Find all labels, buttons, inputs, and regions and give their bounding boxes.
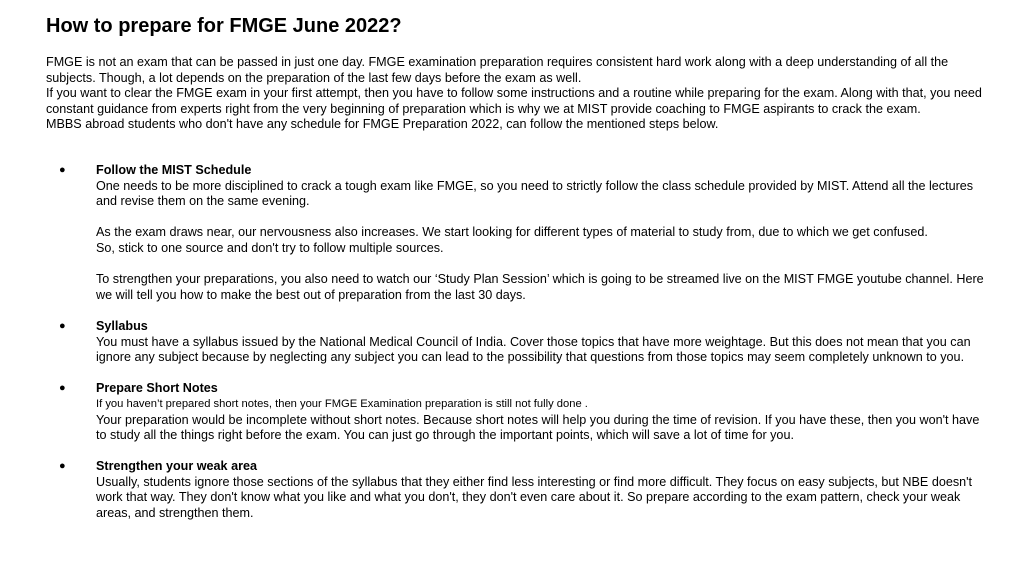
- bullet-icon: ●: [59, 460, 66, 473]
- intro-paragraph: FMGE is not an exam that can be passed in just one day. FMGE examination preparation requires consistent hard work along with a deep understanding of all the subjects. Though, a lot depends on the preparation of the last few days before the exam as well.: [46, 55, 949, 85]
- bullet-icon: ●: [59, 382, 66, 395]
- steps-list: [46, 163, 986, 537]
- page-title: How to prepare for FMGE June 2022?: [46, 15, 402, 37]
- item-title: Syllabus: [96, 318, 148, 333]
- item-paragraph: So, stick to one source and don't try to follow multiple sources.: [96, 240, 444, 255]
- list-item: [46, 163, 986, 303]
- item-paragraph: Your preparation would be incomplete without short notes. Because short notes will help you during the time of revision. If you have these, then you won't have to study all the things right before the exam. You can just go through the important points, which will save a lot of time for you.: [96, 412, 980, 443]
- list-item: [46, 459, 986, 521]
- item-paragraph: If you haven’t prepared short notes, then your FMGE Examination preparation is still not fully done .: [96, 397, 588, 410]
- item-paragraph: You must have a syllabus issued by the National Medical Council of India. Cover those topics that have more weightage. But this does not mean that you can ignore any subject because by neglecting any subject you can lead to the possibility that questions from those topics may seem completely unknown to you.: [96, 334, 971, 365]
- item-paragraph: As the exam draws near, our nervousness also increases. We start looking for different types of material to study from, due to which we get confused.: [96, 225, 928, 240]
- item-title: Follow the MIST Schedule: [96, 163, 252, 177]
- bullet-icon: ●: [59, 319, 66, 332]
- list-item: [46, 319, 986, 366]
- intro-section: [46, 55, 986, 133]
- item-title: Strengthen your weak area: [96, 459, 257, 474]
- intro-paragraph: MBBS abroad students who don't have any schedule for FMGE Preparation 2022, can follow the mentioned steps below.: [46, 117, 719, 132]
- item-title: Prepare Short Notes: [96, 381, 218, 396]
- item-paragraph: To strengthen your preparations, you also need to watch our ‘Study Plan Session’ which is going to be streamed live on the MIST FMGE youtube channel. Here we will tell you how to make the best out of preparation from the last 30 days.: [96, 272, 984, 302]
- item-paragraph: One needs to be more disciplined to crack a tough exam like FMGE, so you need to strictly follow the class schedule provided by MIST. Attend all the lectures and revise them on the same evening.: [96, 178, 974, 209]
- item-paragraph: Usually, students ignore those sections of the syllabus that they either find less interesting or find more difficult. They focus on easy subjects, but NBE doesn't work that way. They don't know what you like and what you don't, they don't even care about it. So prepare according to the exam pattern, check your weak areas, and strengthen them.: [96, 474, 973, 521]
- bullet-icon: ●: [59, 164, 66, 176]
- list-item: [46, 381, 986, 443]
- intro-paragraph: If you want to clear the FMGE exam in your first attempt, then you have to follow some instructions and a routine while preparing for the exam. Along with that, you need constant guidance from experts right from the very beginning of preparation which is why we at MIST provide coaching to FMGE aspirants to crack the exam.: [46, 86, 982, 116]
